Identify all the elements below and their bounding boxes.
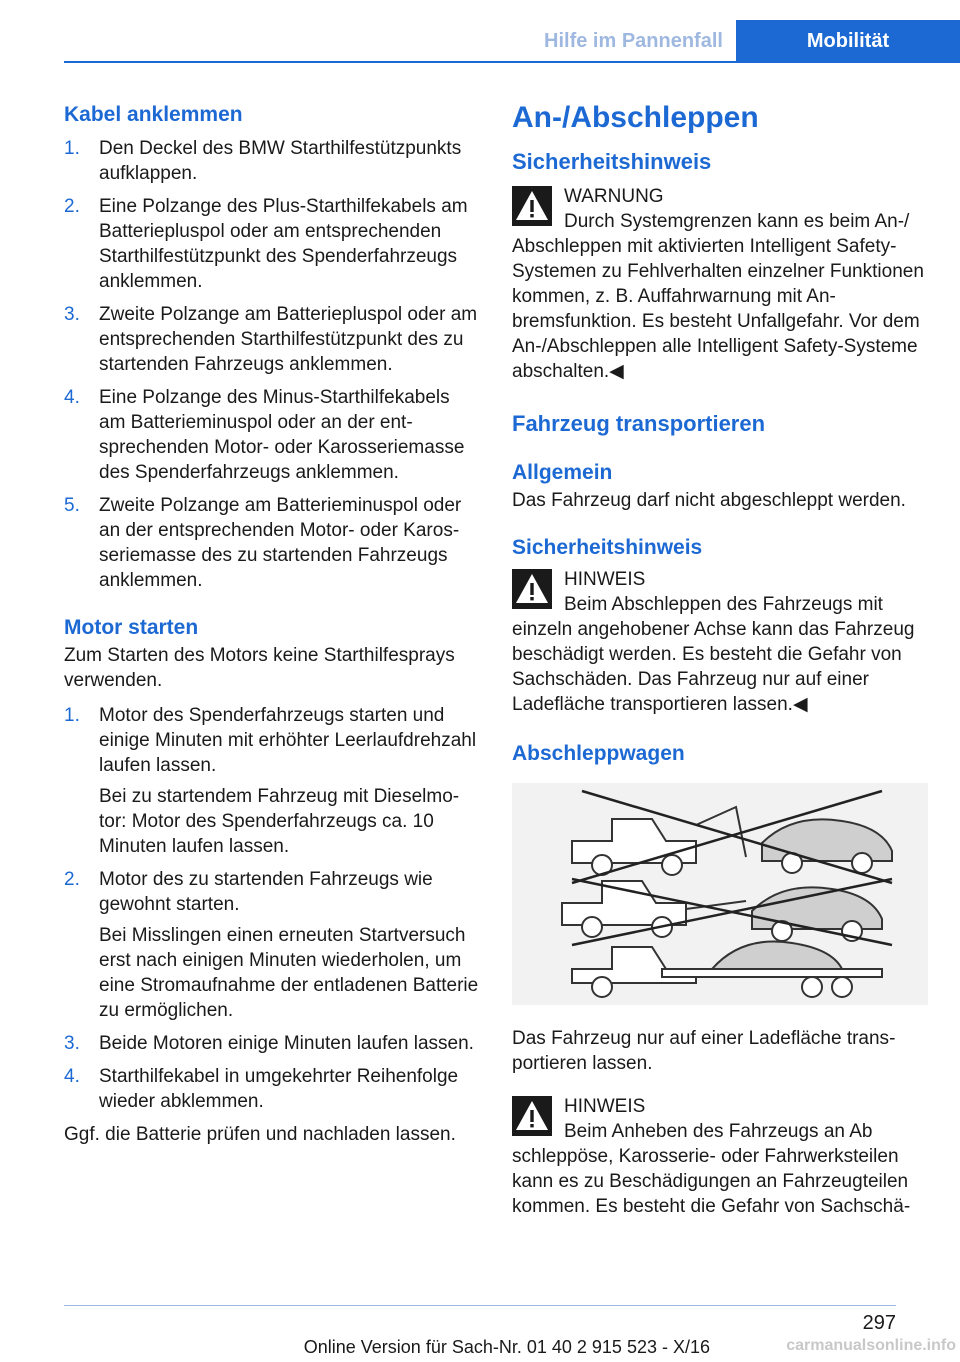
list-item: 5. Zweite Polzange am Batterieminuspol oder an der entsprechenden Motor- oder Karosseriemasse des zu startenden Fahrzeugs anklemmen. xyxy=(64,495,462,591)
footer-divider xyxy=(64,1305,896,1306)
warning-note xyxy=(512,184,928,384)
tab-hilfe-im-pannenfall[interactable]: Hilfe im Pannenfall xyxy=(544,29,723,52)
heading-allgemein: Allgemein xyxy=(512,461,613,484)
list-item: 2. Eine Polzange des Plus-Starthilfekabels am Batteriepluspol oder am entsprechenden Starthilfestützpunkt des Spenderfahrzeugs anklemmen. xyxy=(64,196,468,292)
heading-abschleppwagen: Abschleppwagen xyxy=(512,742,685,765)
heading-fahrzeug-transportieren: Fahrzeug transportieren xyxy=(512,411,766,436)
motor-steps-list xyxy=(64,703,480,1114)
page-number: 297 xyxy=(862,1312,896,1334)
online-version-text: Online Version für Sach-Nr. 01 40 2 915 523 - X/16 xyxy=(303,1337,710,1357)
heading-motor-starten: Motor starten xyxy=(64,616,199,639)
list-item: 2. Motor des zu startenden Fahrzeugs wie gewohnt starten. Bei Misslingen einen erneuten Startversuch erst nach einigen Minuten wiederholen, um eine Stromaufnahme der entladenen Batterie zu ermöglichen. xyxy=(64,869,479,1021)
motor-outro: Ggf. die Batterie prüfen und nachladen lassen. xyxy=(64,1124,456,1145)
heading-an-abschleppen: An-/Abschleppen xyxy=(512,101,759,134)
warning-label: WARNUNG xyxy=(564,186,664,207)
warning-triangle-icon xyxy=(512,1096,552,1136)
hint-text: schleppöse, Karosserie- oder Fahrwerksteilen kann es zu Beschädigungen an Fahrzeugteilen kommen. Es besteht die Gefahr von Sachschä- xyxy=(512,1146,911,1217)
list-item: 1. Den Deckel des BMW Starthilfestützpunkts aufklappen. xyxy=(64,138,462,184)
hint-label: HINWEIS xyxy=(564,1096,646,1117)
list-item: 4. Starthilfekabel in umgekehrter Reihenfolge wieder abklemmen. xyxy=(64,1066,459,1112)
warning-triangle-icon xyxy=(512,186,552,226)
hint-text: einzeln angehobener Achse kann das Fahrzeug beschädigt werden. Es besteht die Gefahr von Sachschäden. Das Fahrzeug nur auf einer Ladefläche transportieren lassen.◀ xyxy=(512,619,915,715)
header-tabs xyxy=(531,20,960,62)
warning-text: Abschleppen mit aktivierten Intelligent Safety-Systemen zu Fehlverhalten einzelner Funktionen kommen, z. B. Auffahrwarnung mit Anbremsfunktion. Es besteht Unfallgefahr. Vor dem An-/Abschleppen alle Intelligent Safety-Systeme abschalten.◀ xyxy=(512,236,924,382)
heading-kabel-anklemmen: Kabel anklemmen xyxy=(64,103,243,126)
hint-text-first: Beim Abschleppen des Fahrzeugs mit xyxy=(564,594,883,615)
warning-triangle-icon xyxy=(512,569,552,609)
hint-text-first: Beim Anheben des Fahrzeugs an Ab xyxy=(564,1121,873,1142)
heading-sicherheitshinweis-1: Sicherheitshinweis xyxy=(512,149,712,174)
kabel-steps-list xyxy=(64,136,480,593)
hint-label: HINWEIS xyxy=(564,569,646,590)
hint-note-1 xyxy=(512,567,928,717)
watermark: carmanualsonline.info xyxy=(786,1337,956,1354)
left-column xyxy=(64,98,480,1157)
header-divider xyxy=(64,61,960,63)
tab-mobilitaet[interactable]: Mobilität xyxy=(736,20,960,62)
right-column xyxy=(512,100,928,1237)
list-item: 3. Beide Motoren einige Minuten laufen lassen. xyxy=(64,1033,474,1054)
heading-sicherheitshinweis-2: Sicherheitshinweis xyxy=(512,536,703,559)
motor-intro: Zum Starten des Motors keine Starthilfesprays verwenden. xyxy=(64,645,455,691)
figure-caption: Das Fahrzeug nur auf einer Ladefläche transportieren lassen. xyxy=(512,1028,896,1074)
warning-text-first: Durch Systemgrenzen kann es beim An-/ xyxy=(564,211,910,232)
allgemein-text: Das Fahrzeug darf nicht abgeschleppt werden. xyxy=(512,490,906,511)
list-item: 1. Motor des Spenderfahrzeugs starten und einige Minuten mit erhöhter Leerlaufdrehzahl laufen lassen. Bei zu startendem Fahrzeug mit Dieselmotor: Motor des Spenderfahrzeugs ca. 10 Minuten laufen lassen. xyxy=(64,705,477,857)
hint-note-2 xyxy=(512,1094,928,1219)
tow-truck-illustration xyxy=(512,783,928,1005)
list-item: 4. Eine Polzange des Minus-Starthilfekabels am Batterieminuspol oder an der entsprechenden Motor- oder Karosseriemasse des Spenderfahrzeugs anklemmen. xyxy=(64,387,465,483)
list-item: 3. Zweite Polzange am Batteriepluspol oder am entsprechenden Starthilfestützpunkt des zu startenden Fahrzeugs anklemmen. xyxy=(64,304,478,375)
